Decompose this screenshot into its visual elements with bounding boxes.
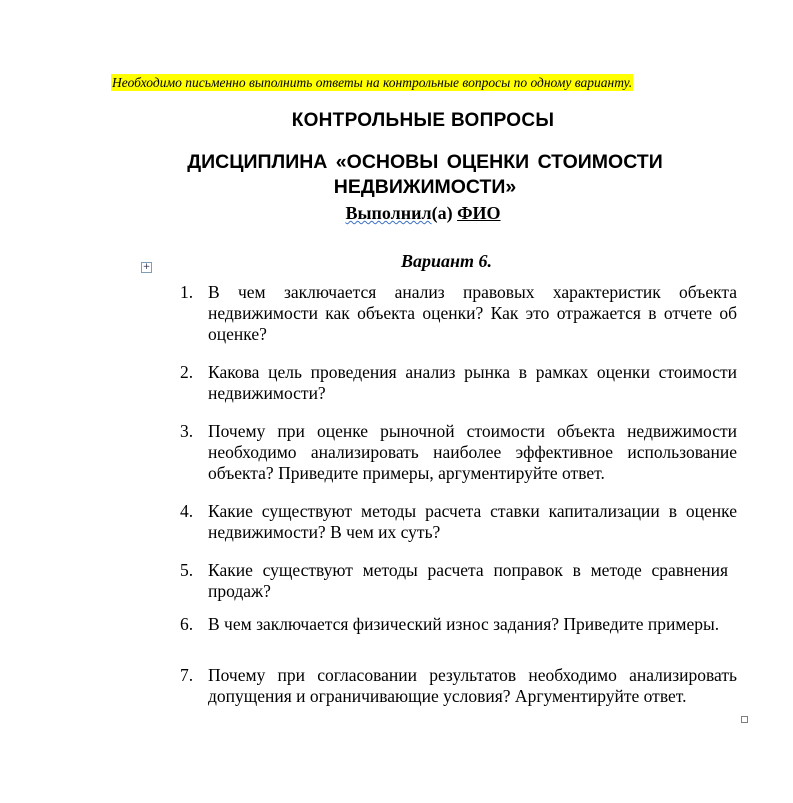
question-text: Какова цель проведения анализ рынка в рамках оценки стоимости недвижимости? xyxy=(208,362,737,403)
completed-by-label: Выполнил xyxy=(345,203,432,223)
question-item xyxy=(180,501,737,543)
page-title: КОНТРОЛЬНЫЕ ВОПРОСЫ xyxy=(291,110,555,131)
question-item xyxy=(180,362,737,404)
question-item xyxy=(180,282,737,345)
variant-title: Вариант 6. xyxy=(400,251,492,271)
question-number: 1. xyxy=(180,282,194,302)
question-text: Какие существуют методы расчета поправок в методе сравнения продаж? xyxy=(208,560,728,601)
question-number: 6. xyxy=(180,614,194,634)
question-item xyxy=(180,614,737,635)
question-item xyxy=(180,421,737,484)
question-text: Почему при оценке рыночной стоимости объекта недвижимости необходимо анализировать наиболее эффективное использование объекта? Приведите примеры, аргументируйте ответ. xyxy=(208,421,737,483)
cell-end-marker xyxy=(741,716,748,723)
question-number: 3. xyxy=(180,421,194,441)
instruction-note: Необходимо письменно выполнить ответы на контрольные вопросы по одному варианту. xyxy=(112,75,633,90)
question-number: 4. xyxy=(180,501,194,521)
student-name: ФИО xyxy=(457,203,501,223)
question-text: Какие существуют методы расчета ставки капитализации в оценке недвижимости? В чем их суть? xyxy=(208,501,737,542)
question-text: Почему при согласовании результатов необходимо анализировать допущения и ограничивающие условия? Аргументируйте ответ. xyxy=(208,665,737,706)
completed-by xyxy=(0,203,793,224)
question-item xyxy=(180,665,737,707)
question-text: В чем заключается физический износ задания? Приведите примеры. xyxy=(208,614,720,634)
discipline-title: ДИСЦИПЛИНА «ОСНОВЫ ОЦЕНКИ СТОИМОСТИ НЕДВИЖИМОСТИ» xyxy=(187,151,663,198)
question-number: 5. xyxy=(180,560,194,580)
table-move-handle-icon[interactable]: + xyxy=(142,262,151,272)
question-text: В чем заключается анализ правовых характеристик объекта недвижимости как объекта оценки? Как это отражается в отчете об оценке? xyxy=(208,282,737,344)
question-item xyxy=(180,560,737,602)
question-number: 2. xyxy=(180,362,194,382)
question-number: 7. xyxy=(180,665,194,685)
completed-by-suffix: (а) xyxy=(431,203,453,223)
